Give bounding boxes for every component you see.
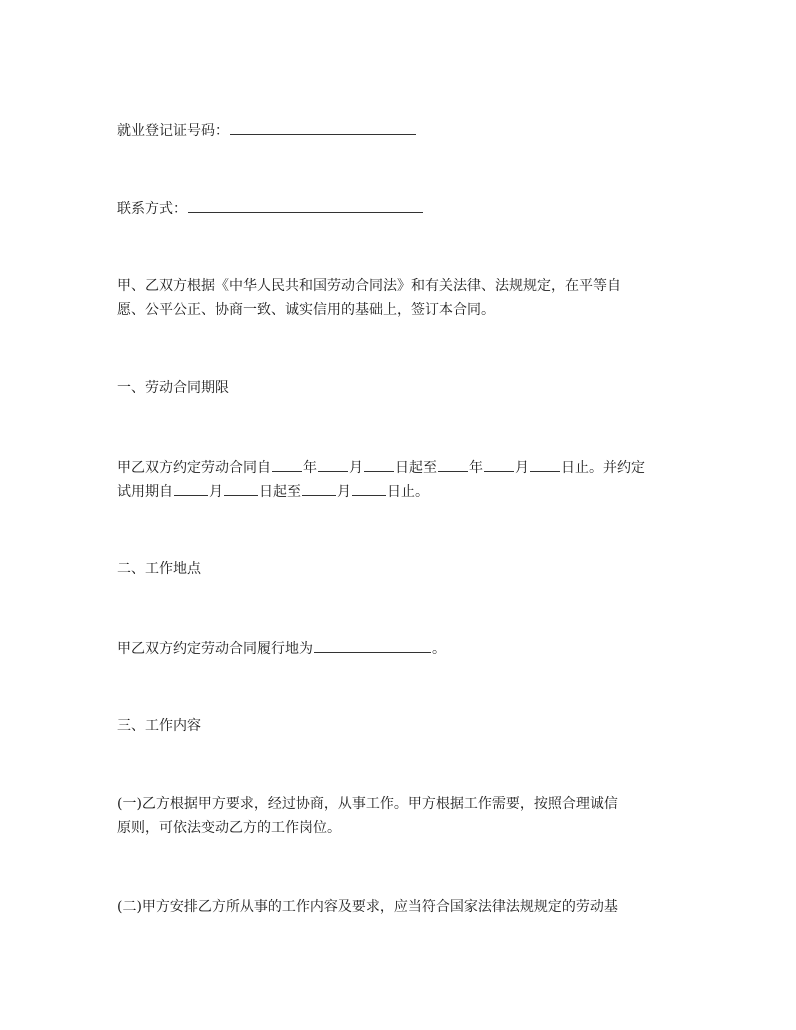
term-month-label-2: 月 [515, 460, 529, 476]
probation-day-label-2: 日止。 [387, 484, 429, 500]
section-2-heading: 二、工作地点 [117, 561, 201, 577]
registration-number-label: 就业登记证号码： [117, 123, 229, 139]
workplace-text: 甲乙双方约定劳动合同履行地为 [117, 641, 313, 657]
start-month-blank [318, 455, 348, 472]
term-text-start: 甲乙双方约定劳动合同自 [117, 460, 271, 476]
term-day-label-2: 日止。并约定 [561, 460, 645, 476]
item-1-line-1: (一)乙方根据甲方要求，经过协商，从事工作。甲方根据工作需要，按照合理诚信 [117, 796, 618, 812]
contract-term-line-2 [117, 479, 682, 504]
registration-number-row [117, 118, 682, 143]
end-day-blank [530, 455, 560, 472]
probation-start-month-blank [174, 479, 208, 496]
end-year-blank [438, 455, 468, 472]
end-month-blank [484, 455, 514, 472]
term-day-label-1: 日起至 [395, 460, 437, 476]
item-1-line-2: 原则，可依法变动乙方的工作岗位。 [117, 820, 341, 836]
start-year-blank [272, 455, 302, 472]
workplace-blank [314, 636, 431, 653]
contact-blank [188, 196, 423, 213]
start-day-blank [364, 455, 394, 472]
registration-number-blank [230, 118, 416, 135]
section-3-heading: 三、工作内容 [117, 718, 201, 734]
probation-end-month-blank [302, 479, 336, 496]
contact-label: 联系方式： [117, 201, 187, 217]
workplace-row [117, 636, 682, 661]
section-1-heading: 一、劳动合同期限 [117, 380, 229, 396]
workplace-period: 。 [432, 641, 446, 657]
contact-row [117, 196, 682, 221]
probation-start-day-blank [224, 479, 258, 496]
preamble-line-1: 甲、乙双方根据《中华人民共和国劳动合同法》和有关法律、法规规定，在平等自 [117, 278, 621, 294]
contract-term-line-1 [117, 455, 682, 480]
probation-month-label-2: 月 [337, 484, 351, 500]
preamble-line-2: 愿、公平公正、协商一致、诚实信用的基础上，签订本合同。 [117, 302, 495, 318]
probation-text-start: 试用期自 [117, 484, 173, 500]
probation-end-day-blank [352, 479, 386, 496]
term-year-label-1: 年 [303, 460, 317, 476]
probation-month-label-1: 月 [209, 484, 223, 500]
item-2-line-1: (二)甲方安排乙方所从事的工作内容及要求，应当符合国家法律法规规定的劳动基 [117, 899, 618, 915]
term-month-label-1: 月 [349, 460, 363, 476]
probation-day-label-1: 日起至 [259, 484, 301, 500]
term-year-label-2: 年 [469, 460, 483, 476]
